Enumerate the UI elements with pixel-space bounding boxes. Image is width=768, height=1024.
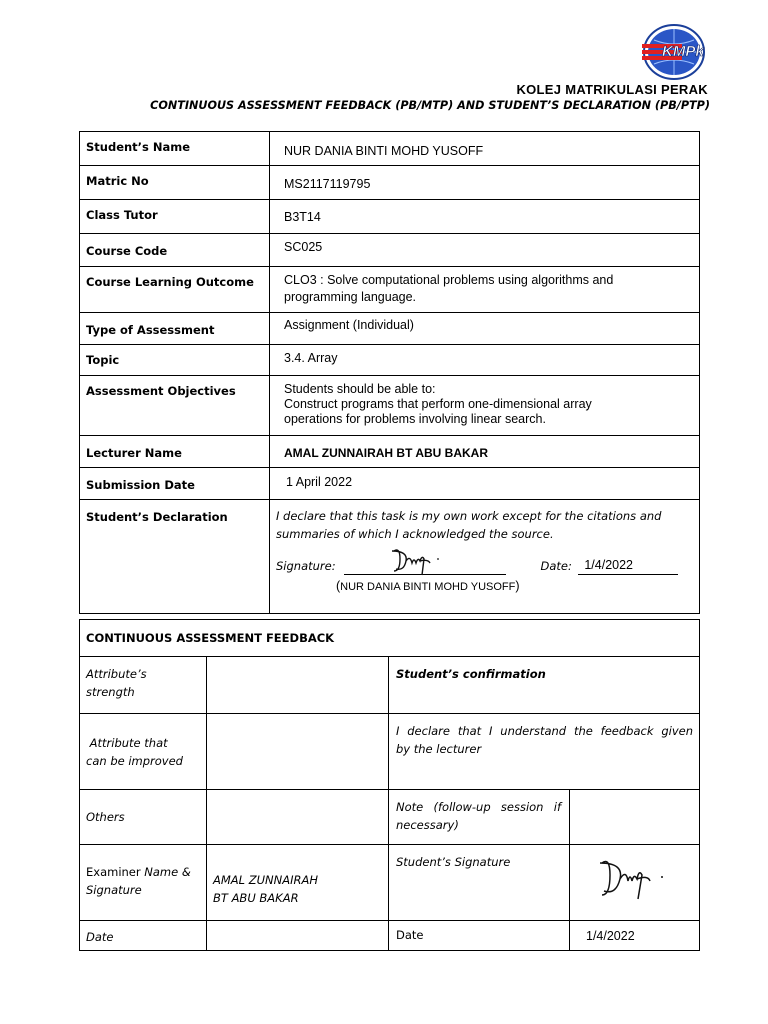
date-label: Date: — [540, 559, 572, 573]
topic-label: Topic — [80, 345, 270, 376]
matric-label: Matric No — [80, 166, 270, 200]
examiner-name-line: AMAL ZUNNAIRAH — [213, 873, 318, 887]
improve-label — [80, 714, 207, 790]
form-title: CONTINUOUS ASSESSMENT FEEDBACK (PB/MTP) AND STUDENT’S DECLARATION (PB/PTP) — [150, 99, 710, 112]
paren-close: ) — [515, 579, 520, 593]
clo-line: CLO3 : Solve computational problems using algorithms and — [284, 273, 614, 287]
date-left-value — [207, 921, 389, 951]
submission-label: Submission Date — [80, 468, 270, 500]
class-tutor-label: Class Tutor — [80, 200, 270, 234]
paren-open: ( — [336, 579, 341, 593]
date-left-label: Date — [80, 921, 207, 951]
understand-declaration — [389, 714, 700, 790]
date-line — [578, 558, 678, 575]
svg-text:KMPk: KMPk — [662, 43, 704, 60]
clo-label: Course Learning Outcome — [80, 267, 270, 313]
objective-line: Construct programs that perform one-dimensional array — [284, 397, 592, 411]
declaration-text: summaries of which I acknowledged the source. — [276, 527, 554, 541]
date-right-label: Date — [389, 921, 570, 951]
lecturer-label: Lecturer Name — [80, 436, 270, 468]
objective-line: Students should be able to: — [284, 382, 436, 396]
date-value: 1/4/2022 — [584, 558, 634, 572]
student-confirmation-label: Student’s confirmation — [389, 657, 700, 714]
signature-label: Signature: — [276, 559, 336, 573]
submission-value: 1 April 2022 — [270, 468, 700, 500]
clo-line: programming language. — [284, 290, 417, 304]
others-label: Others — [80, 790, 207, 845]
improve-value — [207, 714, 389, 790]
student-name-value: NUR DANIA BINTI MOHD YUSOFF — [270, 132, 700, 166]
type-value: Assignment (Individual) — [270, 313, 700, 345]
strength-value — [207, 657, 389, 714]
student-name-label: Student’s Name — [80, 132, 270, 166]
improve-line: Attribute that — [86, 736, 168, 750]
feedback-signature-image — [592, 855, 672, 903]
examiner-rest: Name & — [144, 865, 191, 879]
kmpk-logo — [636, 22, 710, 82]
feedback-title: CONTINUOUS ASSESSMENT FEEDBACK — [80, 620, 700, 657]
examiner-label — [80, 845, 207, 921]
examiner-word: Examiner — [86, 865, 145, 879]
class-tutor-value: B3T14 — [270, 200, 700, 234]
signatory-name — [276, 579, 699, 593]
note-line: necessary) — [396, 818, 459, 832]
signatory-name-text: NUR DANIA BINTI MOHD YUSOFF — [340, 581, 516, 593]
clo-value — [270, 267, 700, 313]
matric-value: MS2117119795 — [270, 166, 700, 200]
topic-value: 3.4. Array — [270, 345, 700, 376]
student-signature-label: Student’s Signature — [389, 845, 570, 921]
understand-line: I declare that I understand the feedback given — [396, 724, 694, 738]
strength-line: strength — [86, 685, 135, 699]
improve-line: can be improved — [86, 754, 183, 768]
objectives-value — [270, 376, 700, 436]
examiner-line: Signature — [86, 883, 142, 897]
student-signature-cell — [570, 845, 700, 921]
examiner-name-line: BT ABU BAKAR — [213, 891, 299, 905]
course-code-label: Course Code — [80, 234, 270, 267]
objective-line: operations for problems involving linear search. — [284, 412, 546, 426]
course-code-value: SC025 — [270, 234, 700, 267]
student-info-table — [79, 131, 700, 614]
type-label: Type of Assessment — [80, 313, 270, 345]
others-value — [207, 790, 389, 845]
declaration-text: I declare that this task is my own work except for the citations and — [276, 509, 662, 523]
note-value — [570, 790, 700, 845]
declaration-label: Student’s Declaration — [80, 500, 270, 614]
examiner-name-value — [207, 845, 389, 921]
objectives-label: Assessment Objectives — [80, 376, 270, 436]
institution-name: KOLEJ MATRIKULASI PERAK — [516, 82, 708, 97]
signature-row — [276, 557, 699, 575]
student-signature-image — [386, 545, 446, 577]
strength-label — [80, 657, 207, 714]
understand-line: by the lecturer — [396, 742, 482, 756]
note-line: Note (follow-up session if — [396, 800, 561, 814]
declaration-cell — [270, 500, 700, 614]
strength-line: Attribute’s — [86, 667, 147, 681]
date-right-value: 1/4/2022 — [570, 921, 700, 951]
feedback-table — [79, 619, 700, 951]
note-label — [389, 790, 570, 845]
lecturer-value: AMAL ZUNNAIRAH BT ABU BAKAR — [270, 436, 700, 468]
